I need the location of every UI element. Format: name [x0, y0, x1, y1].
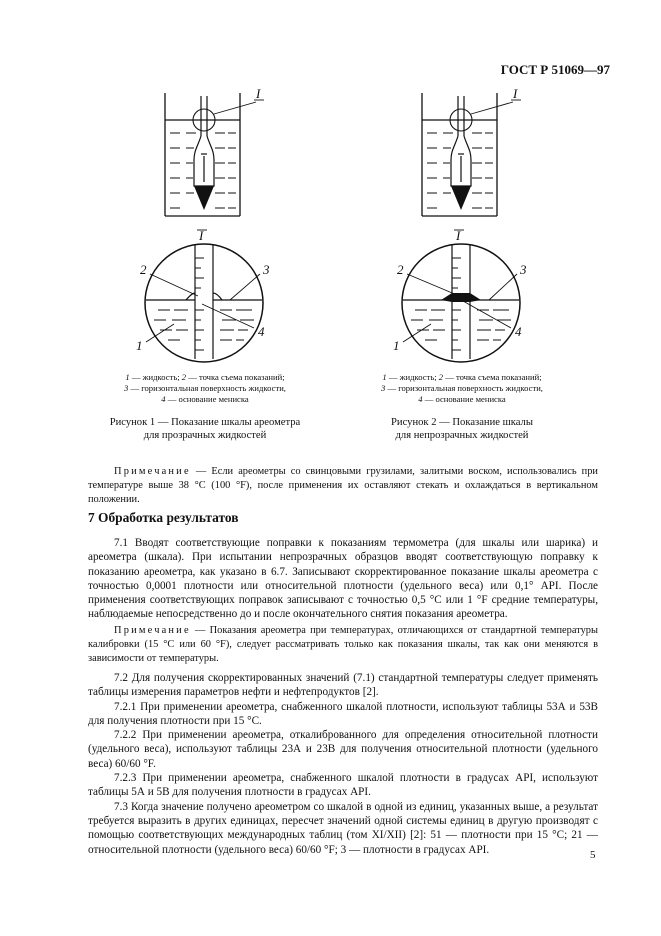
figure-1-callout-top: I — [256, 86, 261, 101]
figure-2-label-1: 1 — [393, 338, 400, 353]
page-number: 5 — [590, 849, 596, 861]
note-2-label: Примечание — [114, 625, 191, 636]
figure-2-label-4: 4 — [515, 324, 522, 339]
figure-1-label-2: 2 — [140, 262, 147, 277]
paragraph-7-1: 7.1 Вводят соответствующие поправки к показаниям термометра (для шкалы или шарика) и ареометра (шкала). При испытании непрозрачных образцов вводят соответствующую поправку к показанию ареометра, как указано в 6.7. Записывают скорректированное показание шкалы ареометра с точностью 0,0001 плотности или относительной плотности (удельного веса) или 0,1° API. После применения соответствующих поправок записывают с точностью 0,5 °С или 1 °F средние температуры, наблюдаемые непосредственно до и после окончательного снятия показания ареометра. — [88, 537, 598, 621]
section-title: 7 Обработка результатов — [88, 510, 239, 525]
figure-1-label-1: 1 — [136, 338, 143, 353]
figure-2-label-2: 2 — [397, 262, 404, 277]
note-1-label: Примечание — [114, 466, 191, 477]
note-2 — [88, 624, 598, 665]
figure-2-callout-detail: I — [456, 228, 461, 243]
figure-1-caption: Рисунок 1 — Показание шкалы ареометра для прозрачных жидкостей — [109, 417, 301, 441]
note-1-text: — Если ареометры со свинцовыми грузилами, залитыми воском, использовались при температуре выше 38 °С (100 °F), после применения их оставляют стекать и охлаждаться в вертикальном положении. — [88, 466, 598, 505]
section-7-2-block — [88, 671, 598, 857]
paragraph-7-2-2: 7.2.2 При применении ареометра, откалиброванного для определения относительной плотности (удельного веса), используют таблицы 23А и 23В для получения относительной плотности (удельного веса) 60/60 °F. — [88, 729, 598, 770]
note-1 — [88, 465, 598, 506]
paragraph-7-2-3: 7.2.3 При применении ареометра, снабженного шкалой плотности в градусах API, используют таблицы 5А и 5В для получения плотности в градусах API. — [88, 772, 598, 799]
figure-2-callout-top: I — [513, 86, 518, 101]
figure-1-label-3: 3 — [263, 262, 270, 277]
figure-2-drawing — [337, 88, 597, 368]
paragraph-7-2: 7.2 Для получения скорректированных значений (7.1) стандартной температуры следует применять таблицы измерения параметров нефти и нефтепродуктов [2]. — [88, 672, 598, 699]
figure-2-caption: Рисунок 2 — Показание шкалы для непрозрачных жидкостей — [391, 417, 533, 441]
figure-1-callout-detail: I — [199, 228, 204, 243]
figure-1-drawing — [80, 88, 340, 368]
figure-1-legend: 1 — жидкость; 2 — точка съема показаний; 3 — горизонтальная поверхность жидкости, 4 — основание мениска — [124, 372, 286, 404]
figure-2-legend: 1 — жидкость; 2 — точка съема показаний; 3 — горизонтальная поверхность жидкости, 4 — основание мениска — [381, 372, 543, 404]
standard-designation: ГОСТ Р 51069—97 — [500, 62, 610, 77]
figure-2-label-3: 3 — [520, 262, 527, 277]
figure-1-label-4: 4 — [258, 324, 265, 339]
paragraph-7-3: 7.3 Когда значение получено ареометром со шкалой в одной из единиц, указанных выше, а результат требуется выразить в других единицах, пересчет значений одной системы единиц в другую производят с помощью соответствующих международных таблиц (том XI/XII) [2]: 51 — плотности при 15 °С; 21 — относительной плотности (удельного веса) 60/60 °F; 3 — плотности в градусах API. — [88, 800, 598, 856]
paragraph-7-2-1: 7.2.1 При применении ареометра, снабженного шкалой плотности, используют таблицы 53А и 53В для получения плотности при 15 °С. — [88, 700, 598, 727]
note-2-text: — Показания ареометра при температурах, отличающихся от стандартной температуры калибровки (15 °С или 60 °F), следует рассматривать только как показания шкалы, так как они меняются в зависимости от температуры. — [88, 625, 598, 664]
